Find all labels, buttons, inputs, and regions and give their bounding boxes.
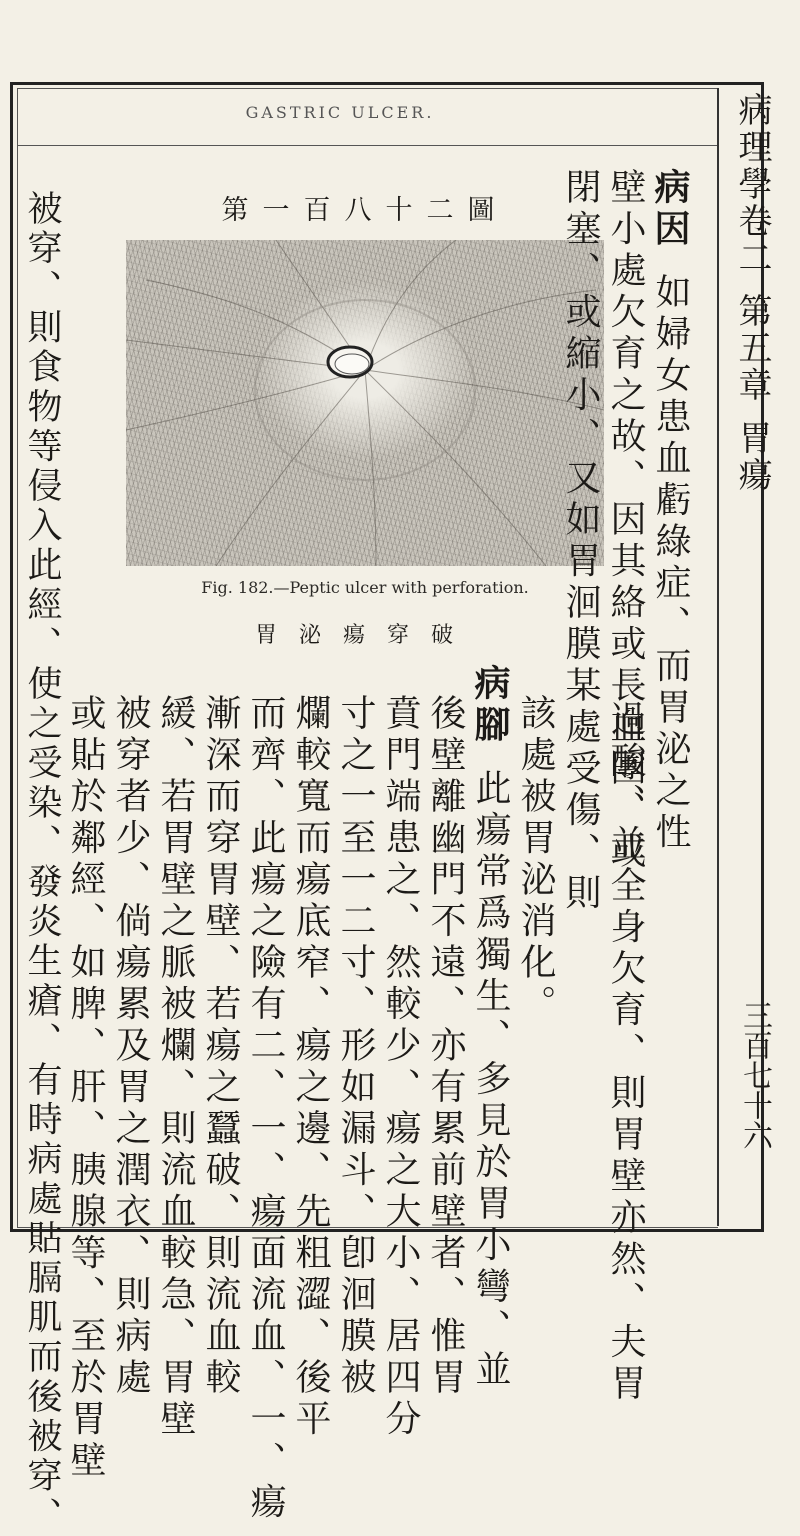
section-heading: 病腳 <box>469 664 511 747</box>
text-column: 而齊、此瘍之險有二、一、瘍面流血、一、瘍 <box>245 694 286 1524</box>
text-column: 爛較寬而瘍底窄、瘍之邊、先粗澀、後平 <box>290 694 331 1441</box>
text-column: 被穿、則食物等侵入此經、使之受染、發炎生瘡、有時病處貼膈肌而後被穿、 <box>22 190 62 1536</box>
text-column <box>650 168 690 854</box>
text-column: 緩、若胃壁之脈被爛、則流血較急、胃壁 <box>155 694 196 1441</box>
side-chapter: 第五章 <box>732 293 772 404</box>
side-book-title: 病理學卷二 <box>732 92 772 277</box>
text-column: 或貼於鄰經、如脾、肝、胰腺等、至於胃壁 <box>65 694 106 1483</box>
ulcer-illustration <box>126 240 604 566</box>
margin-rule <box>717 88 719 1226</box>
figure-caption-cn: 胃泌瘍穿破 <box>254 623 475 648</box>
text-column: 過酸、並全身欠育、則胃壁亦然、夫胃 <box>605 700 646 1406</box>
header-rule <box>17 145 717 146</box>
text-column: 漸深而穿胃壁、若瘍之蠶破、則流血較 <box>200 694 241 1400</box>
section-heading: 病因 <box>649 168 691 251</box>
running-header: GASTRIC ULCER. <box>245 103 435 122</box>
text-column: 寸之一至一二寸、形如漏斗、卽洄膜被 <box>335 694 376 1400</box>
side-running-title <box>732 92 772 494</box>
text-column: 壁小處欠育之故、因其絡或長血團、或 <box>605 168 646 874</box>
ulcer-drawing <box>126 240 604 566</box>
text-column: 該處被胃泌消化。 <box>515 694 556 1026</box>
text-column: 後壁離幽門不遠、亦有累前壁者、惟胃 <box>425 694 466 1400</box>
page-number: 三百七十六 <box>737 1000 772 1150</box>
text-column: 賁門端患之、然較少、瘍之大小、居四分 <box>380 694 421 1441</box>
text-column: 閉塞、或縮小、又如胃洄膜某處受傷、則 <box>560 168 601 915</box>
column-text: 如婦女患血虧綠症、而胃泌之性 <box>650 273 691 854</box>
figure-number: 第一百八十二圖 <box>221 195 509 226</box>
figure-caption-en: Fig. 182.—Peptic ulcer with perforation. <box>201 578 529 597</box>
column-text: 此瘍常爲獨生、多見於胃小彎、並 <box>470 769 511 1392</box>
text-column: 被穿者少、倘瘍累及胃之潤衣、則病處 <box>110 694 151 1400</box>
text-column <box>470 664 510 1392</box>
side-section: 胃瘍 <box>732 420 772 494</box>
